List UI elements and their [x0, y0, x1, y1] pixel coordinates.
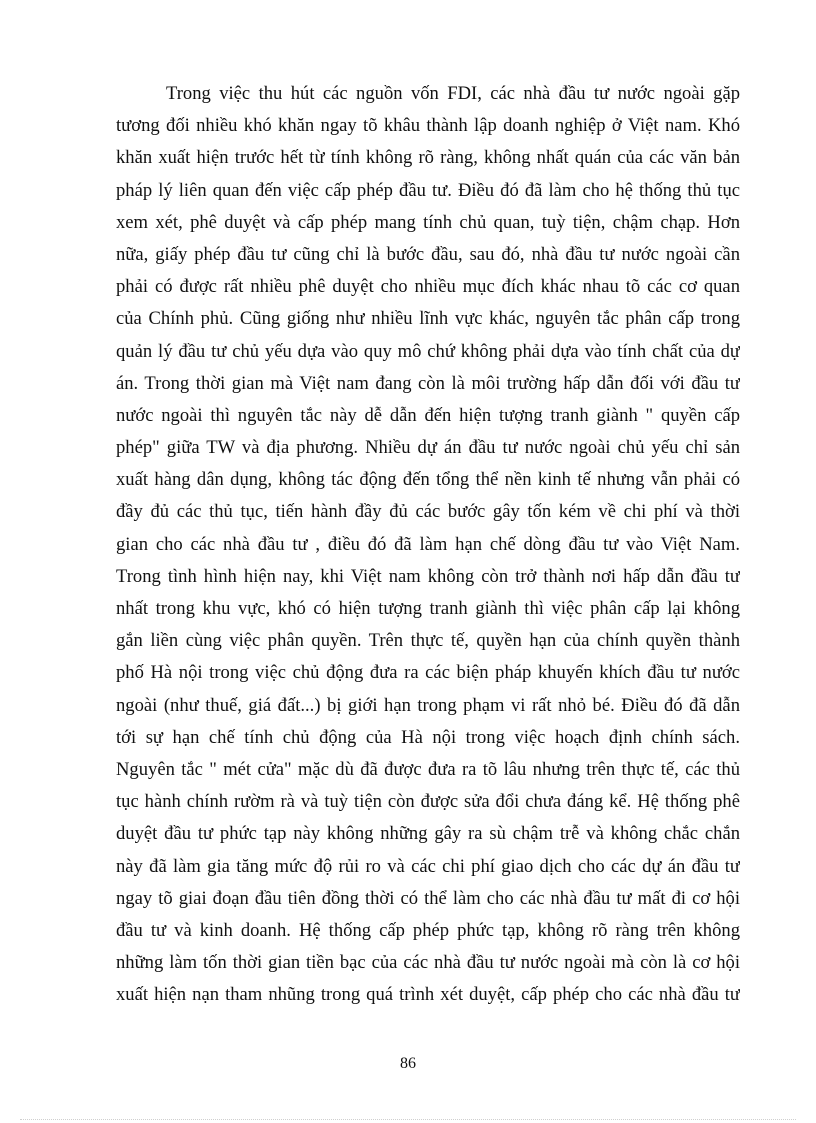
text-line: Trong tình hình hiện nay, khi Việt nam không còn trở thành nơi hấp dẫn đầu tư: [116, 565, 740, 587]
text-line: tục hành chính rườm rà và tuỳ tiện còn được sửa đổi chưa đáng kể. Hệ thống phê: [116, 791, 740, 813]
text-line: phố Hà nội trong việc chủ động đưa ra các biện pháp khuyến khích đầu tư nước: [116, 662, 740, 684]
text-line: này đã làm gia tăng mức độ rủi ro và các chi phí giao dịch cho các dự án đầu tư: [116, 855, 740, 877]
text-line: gian cho các nhà đầu tư , điều đó đã làm hạn chế dòng đầu tư vào Việt Nam.: [116, 533, 740, 555]
text-line: gắn liền cùng việc phân quyền. Trên thực tế, quyền hạn của chính quyền thành: [116, 630, 740, 652]
page-number: 86: [400, 1055, 416, 1072]
text-line: án. Trong thời gian mà Việt nam đang còn là môi trường hấp dẫn đối với đầu tư: [116, 372, 740, 394]
text-line: tới sự hạn chế tính chủ động của Hà nội trong việc hoạch định chính sách.: [116, 726, 740, 748]
footer-divider: [20, 1119, 796, 1120]
text-line: quản lý đầu tư chủ yếu dựa vào quy mô chứ không phải dựa vào tính chất của dự: [116, 340, 740, 362]
text-line: xuất hàng dân dụng, không tác động đến tổng thể nền kinh tế nhưng vẫn phải có: [116, 469, 740, 491]
text-line: đầu tư và kinh doanh. Hệ thống cấp phép phức tạp, không rõ ràng trên không: [116, 919, 740, 941]
text-line: ngay tõ giai đoạn đầu tiên đồng thời có thể làm cho các nhà đầu tư mất đi cơ hội: [116, 887, 740, 909]
text-line: phép" giữa TW và địa phương. Nhiều dự án đầu tư nước ngoài chủ yếu chỉ sản: [116, 437, 740, 459]
body-paragraph: [116, 78, 740, 1011]
text-line: nhất trong khu vực, khó có hiện tượng tranh giành thì việc phân cấp lại không: [116, 598, 740, 619]
text-line: những làm tốn thời gian tiền bạc của các nhà đầu tư nước ngoài mà còn là cơ hội: [116, 952, 740, 974]
text-line: nữa, giấy phép đầu tư cũng chỉ là bước đầu, sau đó, nhà đầu tư nước ngoài cần: [116, 243, 740, 265]
text-line: pháp lý liên quan đến việc cấp phép đầu tư. Điều đó đã làm cho hệ thống thủ tục: [116, 179, 740, 201]
text-line: duyệt đầu tư phức tạp này không những gây ra sù chậm trễ và không chắc chắn: [116, 823, 740, 845]
text-line: tương đối nhiều khó khăn ngay tõ khâu thành lập doanh nghiệp ở Việt nam. Khó: [116, 115, 740, 137]
text-line: của Chính phủ. Cũng giống như nhiều lĩnh vực khác, nguyên tắc phân cấp trong: [116, 308, 740, 330]
text-line: nước ngoài thì nguyên tắc này dễ dẫn đến hiện tượng tranh giành " quyền cấp: [116, 404, 740, 426]
text-line: phải có được rất nhiều phê duyệt cho nhiều mục đích khác nhau tõ các cơ quan: [116, 276, 740, 298]
text-line: Nguyên tắc " mét cửa" mặc dù đã được đưa ra tõ lâu nhưng trên thực tế, các thủ: [116, 758, 740, 780]
text-line: khăn xuất hiện trước hết từ tính không rõ ràng, không nhất quán của các văn bản: [116, 147, 740, 169]
text-line: xem xét, phê duyệt và cấp phép mang tính chủ quan, tuỳ tiện, chậm chạp. Hơn: [116, 211, 740, 233]
text-line: ngoài (như thuế, giá đất...) bị giới hạn trong phạm vi rất nhỏ bé. Điều đó đã dẫn: [116, 694, 740, 716]
text-line: đầy đủ các thủ tục, tiến hành đầy đủ các bước gây tốn kém về chi phí và thời: [116, 501, 740, 523]
text-line: Trong việc thu hút các nguồn vốn FDI, các nhà đầu tư nước ngoài gặp: [166, 83, 740, 104]
text-line: xuất hiện nạn tham nhũng trong quá trình xét duyệt, cấp phép cho các nhà đầu tư: [116, 984, 740, 1006]
